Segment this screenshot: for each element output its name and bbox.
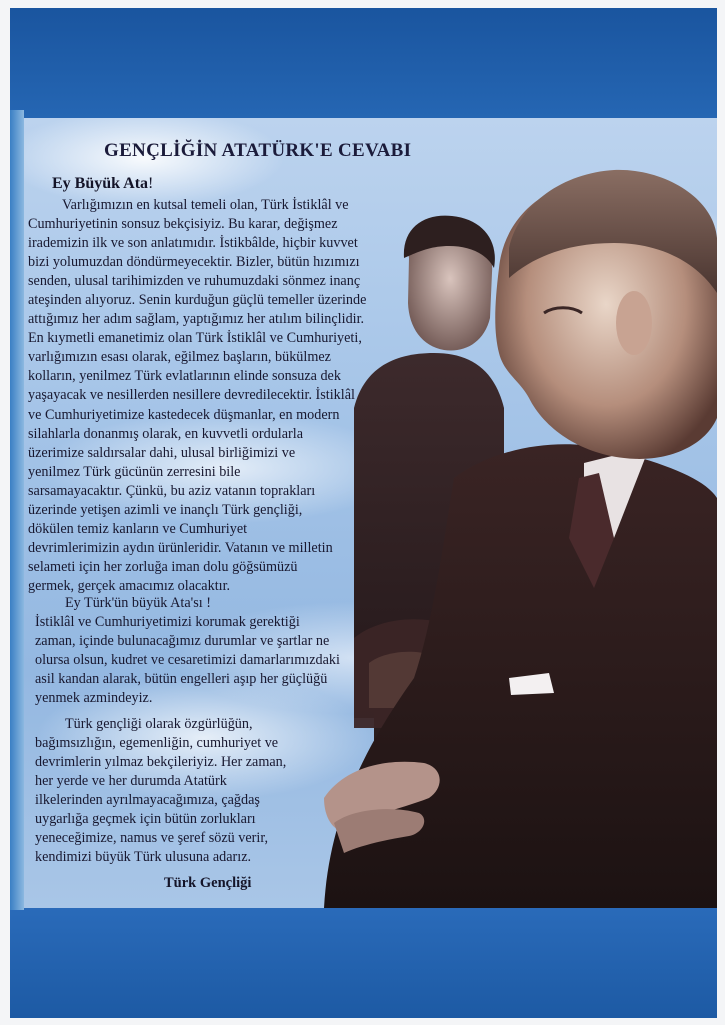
paragraph-3-line: bağımsızlığın, egemenliğin, cumhuriyet ve (35, 735, 279, 752)
paragraph-1-line: germek, gerçek amacımız olacaktır. (28, 577, 231, 594)
paragraph-1-line: Varlığımızın en kutsal temeli olan, Türk İstiklâl ve (62, 197, 349, 213)
paragraph-3 (35, 715, 286, 867)
paragraph-1-line: senden, ulusal tarihimizden ve ruhumuzdaki sönmez inanç (28, 273, 361, 290)
paragraph-3-line: Türk gençliği olarak özgürlüğün, (65, 716, 253, 732)
greeting-text: Ey Büyük Ata (52, 175, 149, 192)
paragraph-2-line: Ey Türk'ün büyük Ata'sı ! (65, 595, 211, 611)
paragraph-1-line: üzerinde yetişen azimli ve inançlı Türk gençliği, (28, 501, 303, 518)
paragraph-1-line: kolların, yenilmez Türk evlatlarının elinde sonsuza dek (28, 368, 341, 385)
paragraph-1-line: ateşinden alıyoruz. Senin kurduğun güçlü temeller üzerinde (28, 292, 367, 309)
bottom-blue-band (10, 905, 717, 1018)
paragraph-1-line: selameti için her zorluğa iman dolu göğsümüzü (28, 558, 298, 575)
paragraph-1-line: attığımız her adım sağlam, yaptığımız her atılım bilinçlidir. (28, 311, 365, 328)
paragraph-1-line: varlığımızın esası olarak, eğilmez başların, bükülmez (28, 349, 331, 366)
signature: Türk Gençliği (164, 875, 252, 891)
page-title: GENÇLİĞİN ATATÜRK'E CEVABI (104, 140, 412, 161)
greeting-line (52, 175, 153, 193)
paragraph-1-line: yenilmez Türk gücünün zerresini bile (28, 463, 241, 480)
paragraph-1-line: bizi yolumuzdan döndürmeyecektir. Bizler, bütün hızımızı (28, 254, 360, 271)
paragraph-2 (35, 594, 340, 708)
paragraph-1-line: En kıymetli emanetimiz olan Türk İstiklâl ve Cumhuriyeti, (28, 330, 362, 347)
paragraph-3-line: devrimlerin yılmaz bekçileriyiz. Her zaman, (35, 754, 287, 771)
paragraph-3-line: kendimizi büyük Türk ulusuna adarız. (35, 849, 252, 866)
paragraph-1-line: ve Cumhuriyetimize kastedecek düşmanlar, en modern (28, 406, 340, 423)
paragraph-1-line: irademizin ilk ve son anlatımıdır. İstikbâlde, hiçbir kuvvet (28, 235, 358, 252)
paragraph-3-line: ilkelerinden ayrılmayacağımıza, çağdaş (35, 792, 260, 809)
paragraph-1-line: yaşayacak ve nesillerden nesillere devredilecektir. İstiklâl (28, 387, 355, 404)
paragraph-3-line: uygarlığa geçmek için bütün zorlukları (35, 811, 256, 828)
paragraph-1-line: silahlarla donanmış olarak, en kuvvetli ordularla (28, 425, 303, 442)
paragraph-2-line: yenmek azmindeyiz. (35, 690, 153, 707)
paragraph-2-line: asil kandan alarak, bütün engelleri aşıp her güçlüğü (35, 671, 328, 688)
poster-panel (24, 118, 717, 908)
paragraph-3-line: her yerde ve her durumda Atatürk (35, 773, 227, 790)
paragraph-1 (28, 196, 366, 596)
greeting-exclamation: ! (148, 175, 154, 192)
paragraph-1-line: Cumhuriyetinin sonsuz bekçisiyiz. Bu karar, değişmez (28, 216, 338, 233)
paragraph-3-line: yeneceğimize, namus ve şeref sözü verir, (35, 830, 269, 847)
paragraph-1-line: sarsamayacaktır. Çünkü, bu aziz vatanın toprakları (28, 482, 316, 499)
paragraph-2-line: olursa olsun, kudret ve cesaretimizi damarlarımızdaki (35, 652, 340, 669)
paragraph-1-line: üzerimize saldırsalar dahi, ulusal birliğimizi ve (28, 444, 296, 461)
paragraph-1-line: devrimlerimizin aydın ürünleridir. Vatanın ve milletin (28, 539, 333, 556)
top-blue-band (10, 8, 717, 118)
paragraph-2-line: İstiklâl ve Cumhuriyetimizi korumak gerektiği (35, 614, 300, 631)
paragraph-1-line: dökülen temiz kanların ve Cumhuriyet (28, 520, 248, 537)
left-edge-strip (10, 110, 24, 910)
paragraph-2-line: zaman, içinde bulunacağımız durumlar ve şartlar ne (35, 633, 330, 650)
